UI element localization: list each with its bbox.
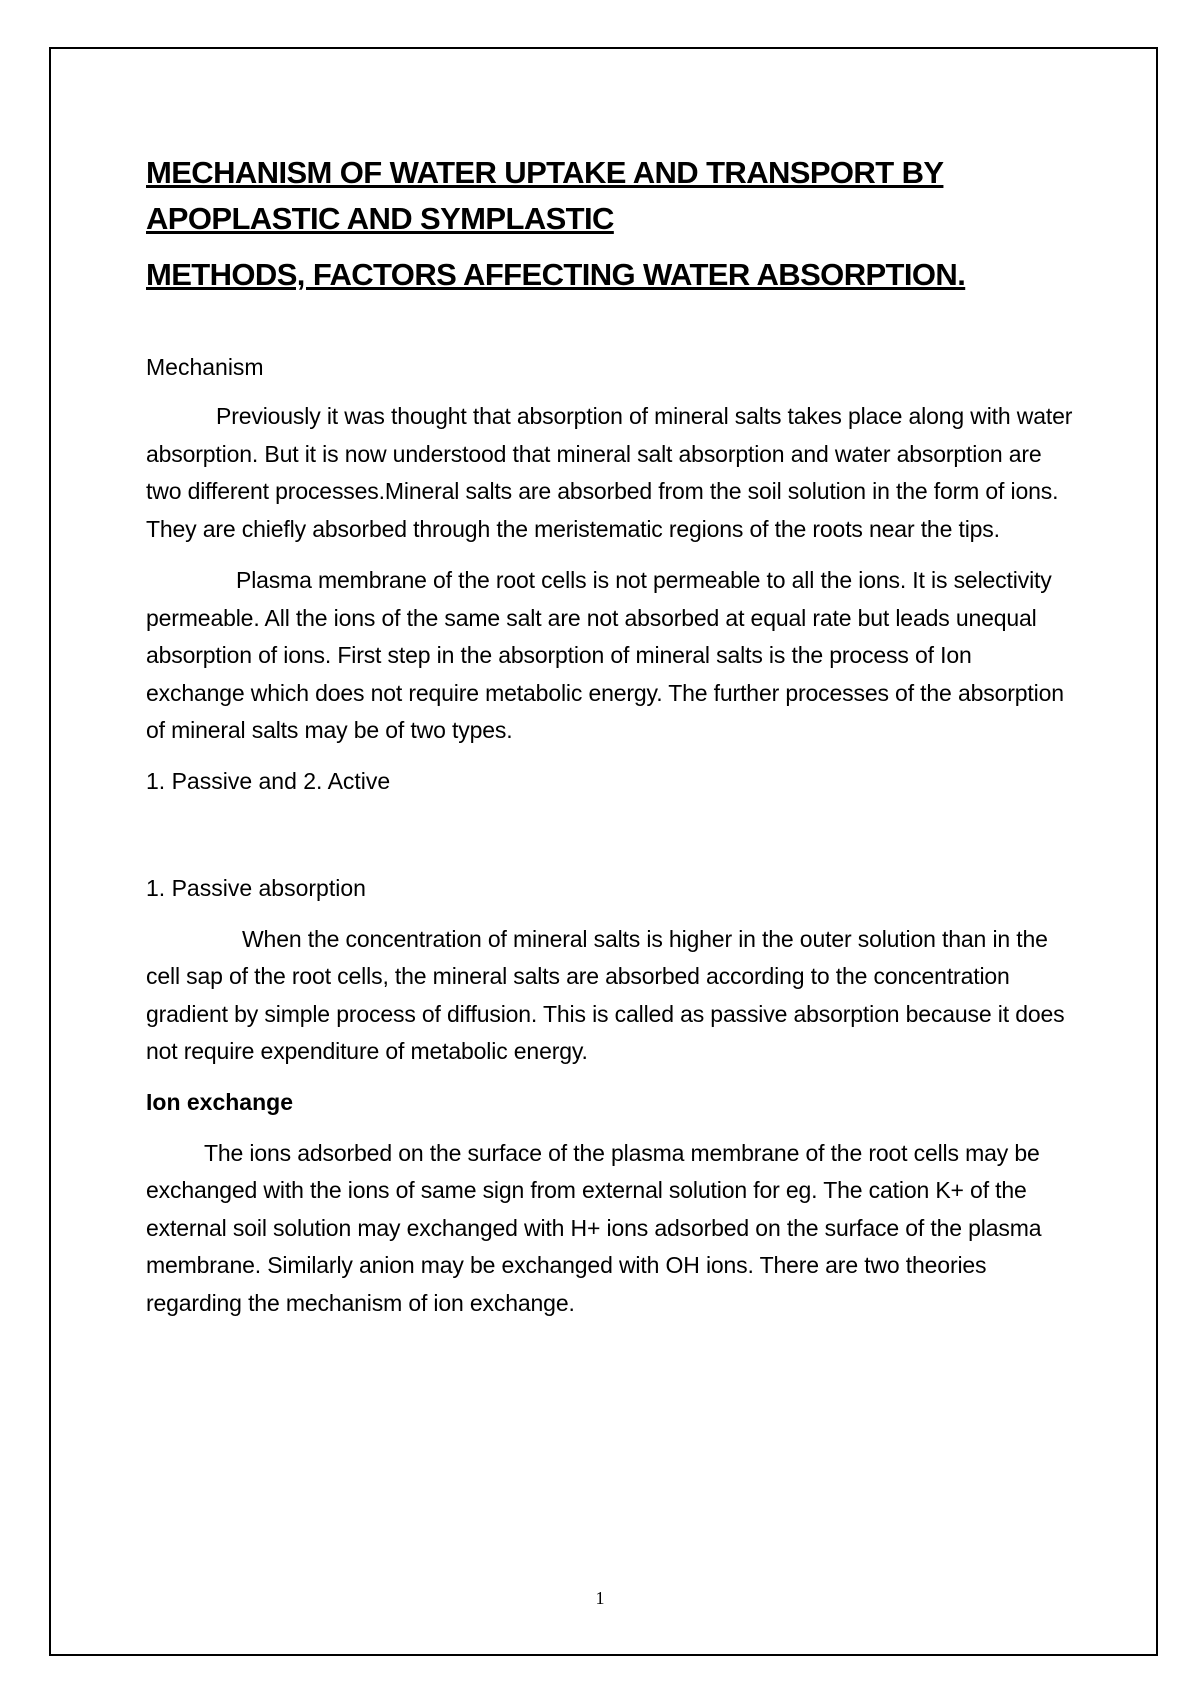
absorption-types-line: 1. Passive and 2. Active bbox=[146, 767, 391, 794]
page-number: 1 bbox=[595, 1588, 605, 1608]
passive-absorption-heading: 1. Passive absorption bbox=[146, 874, 366, 901]
mechanism-heading: Mechanism bbox=[146, 354, 264, 380]
mechanism-paragraph-2: Plasma membrane of the root cells is not permeable to all the ions. It is selectivity permeable. All the ions of the same salt are not absorbed at equal rate but leads unequal absorption of ions. First step in the absorption of mineral salts is the process of Ion exchange which does not require metabolic energy. The further processes of the absorption of mineral salts may be of two types. bbox=[146, 567, 1064, 743]
document-title-line-2: APOPLASTIC AND SYMPLASTIC bbox=[146, 201, 614, 236]
document-title-line-3: METHODS, FACTORS AFFECTING WATER ABSORPTION. bbox=[146, 257, 966, 292]
mechanism-paragraph-1: Previously it was thought that absorption of mineral salts takes place along with water absorption. But it is now understood that mineral salt absorption and water absorption are two different processes.Mineral salts are absorbed from the soil solution in the form of ions. They are chiefly absorbed through the meristematic regions of the roots near the tips. bbox=[146, 403, 1073, 542]
passive-absorption-paragraph: When the concentration of mineral salts is higher in the outer solution than in the cell sap of the root cells, the mineral salts are absorbed according to the concentration gradient by simple process of diffusion. This is called as passive absorption because it does not require expenditure of metabolic energy. bbox=[146, 925, 1065, 1064]
ion-exchange-heading: Ion exchange bbox=[146, 1088, 293, 1115]
document-body bbox=[146, 150, 1076, 1322]
ion-exchange-paragraph: The ions adsorbed on the surface of the plasma membrane of the root cells may be exchanged with the ions of same sign from external solution for eg. The cation K+ of the external soil solution may exchanged with H+ ions adsorbed on the surface of the plasma membrane. Similarly anion may be exchanged with OH ions. There are two theories regarding the mechanism of ion exchange. bbox=[146, 1139, 1042, 1316]
document-title-line-1: MECHANISM OF WATER UPTAKE AND TRANSPORT BY bbox=[146, 155, 944, 190]
